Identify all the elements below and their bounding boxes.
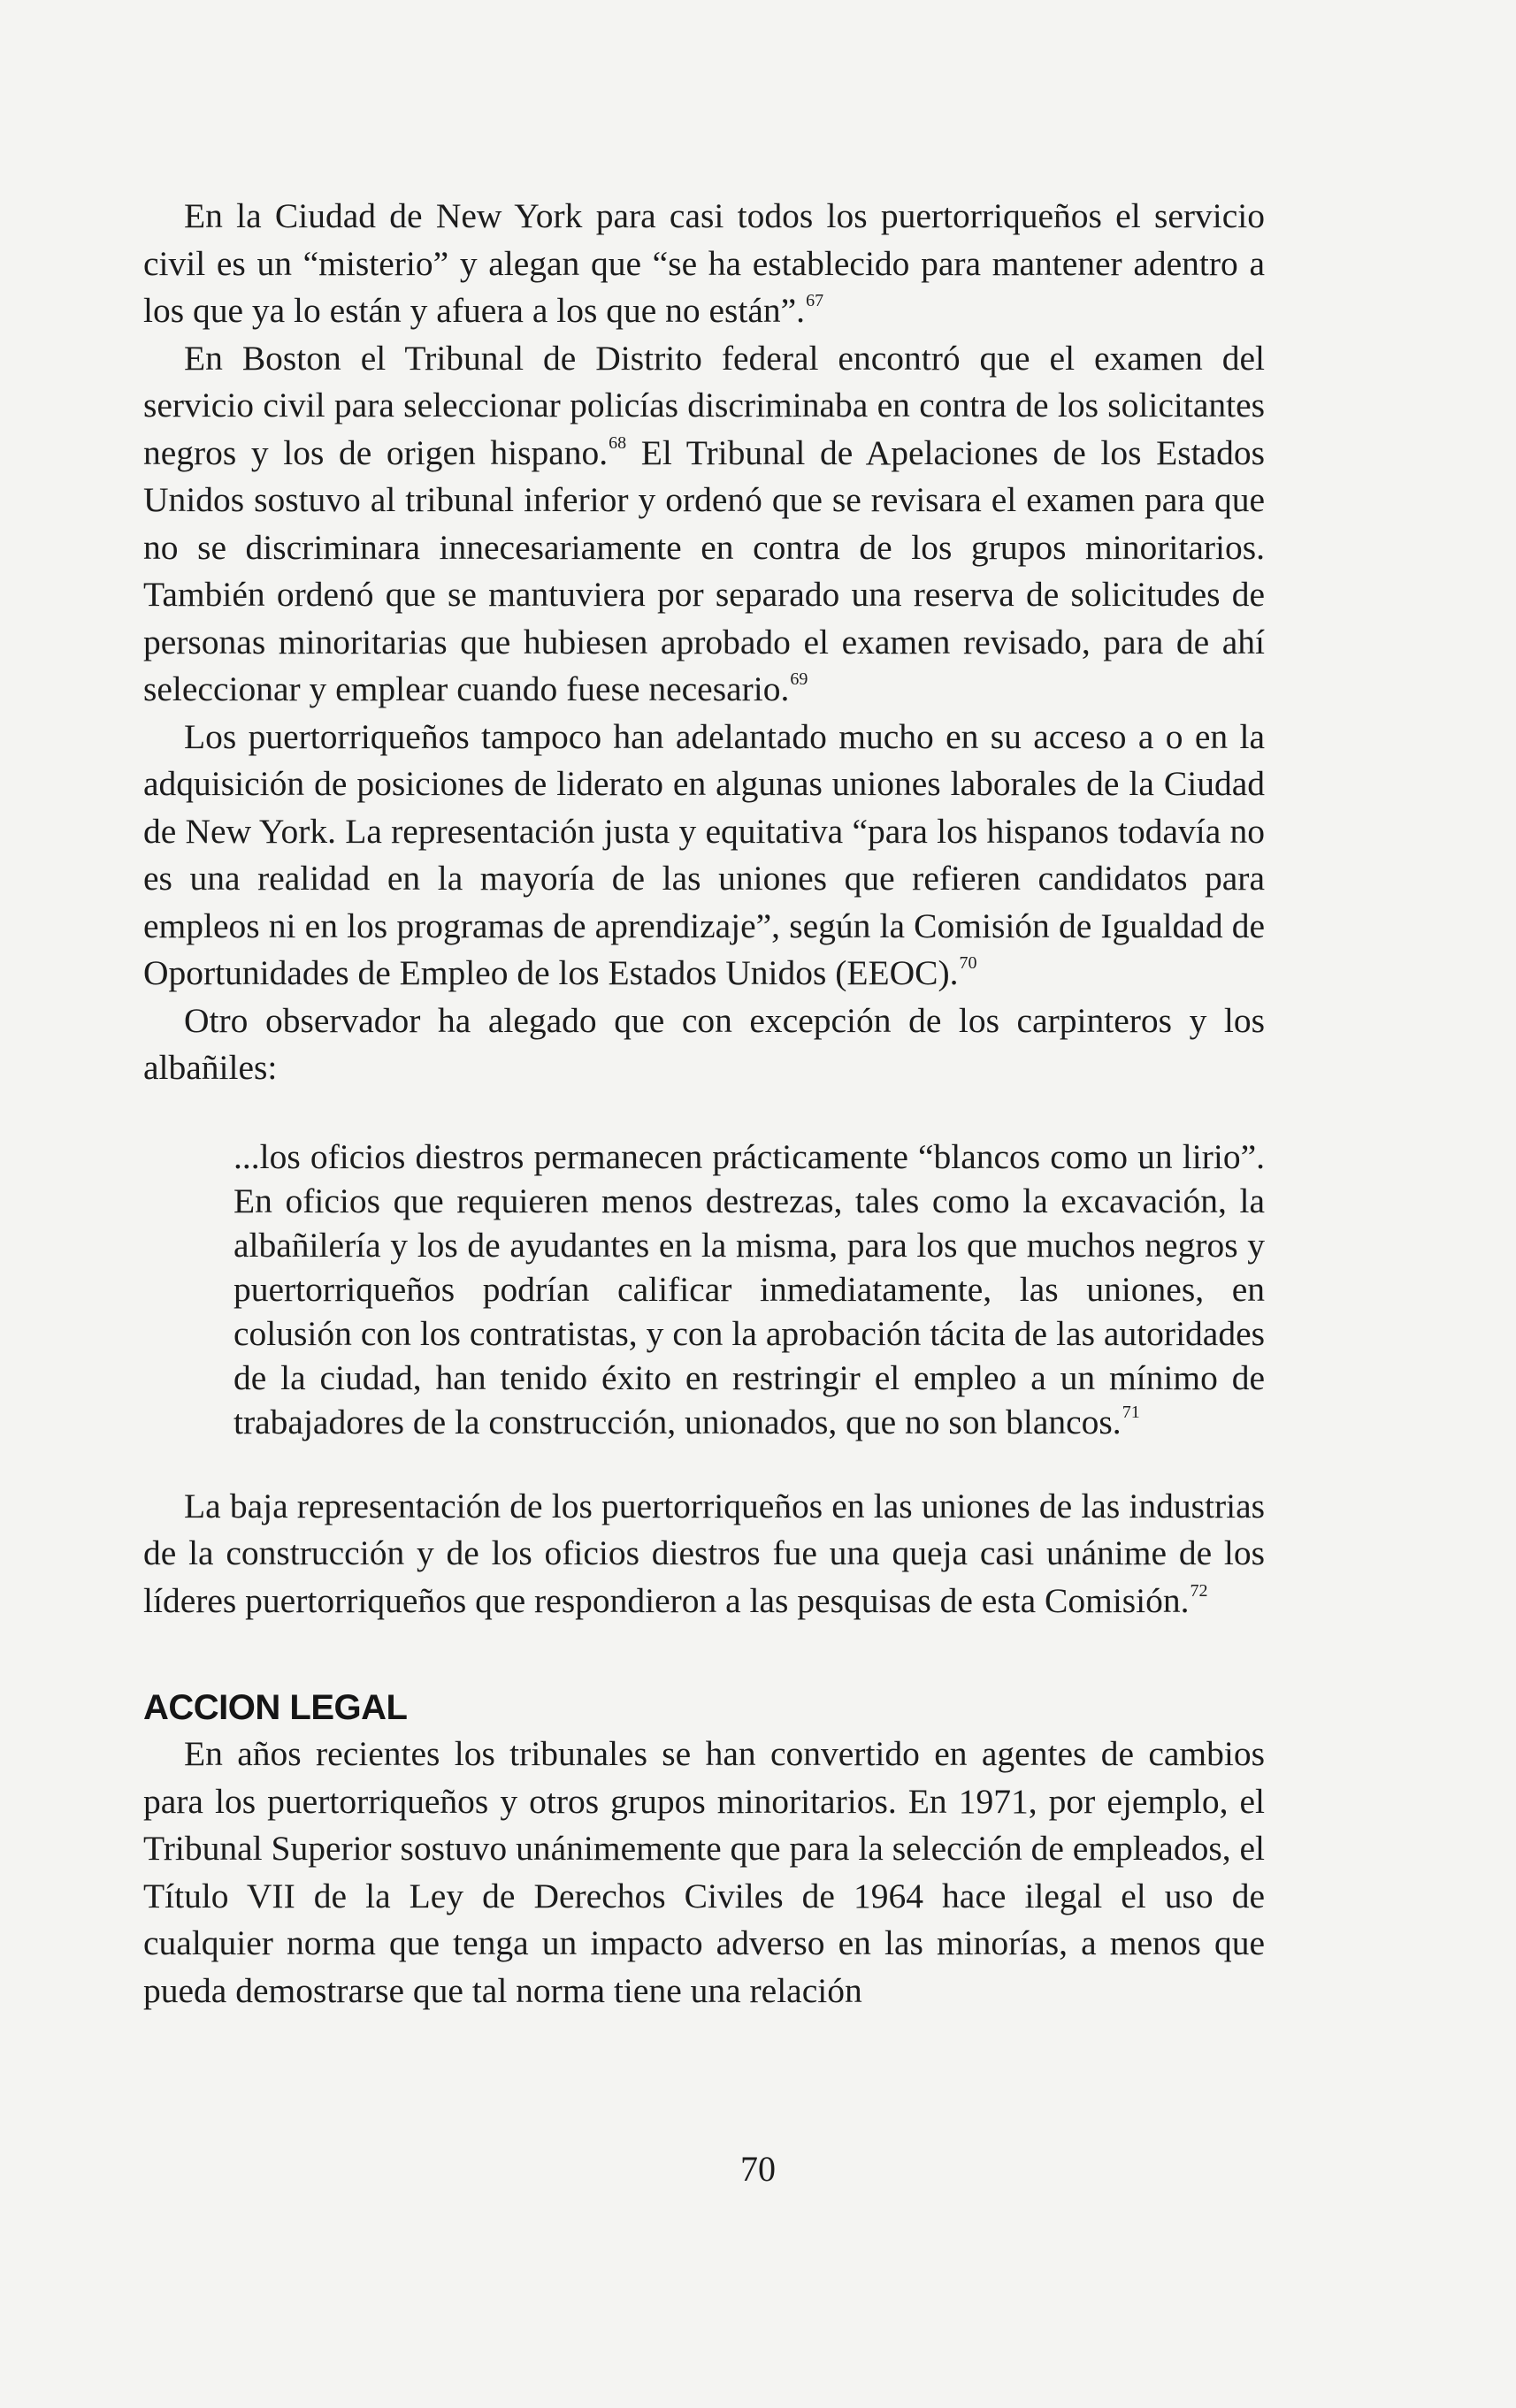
footnote-ref-70: 70 bbox=[959, 953, 977, 973]
footnote-ref-67: 67 bbox=[806, 291, 824, 310]
paragraph-uniones-laborales bbox=[143, 714, 1265, 998]
section-heading: ACCION LEGAL bbox=[143, 1688, 408, 1727]
footnote-ref-72: 72 bbox=[1190, 1580, 1208, 1601]
paragraph-text: En la Ciudad de New York para casi todos los puertorriqueños el servicio civil es un “misterio” y alegan que “se ha establecido para mantener adentro a los que ya lo están y afuera a los que no están”. bbox=[143, 196, 1265, 330]
paragraph-servicio-civil-new-york bbox=[143, 193, 1265, 335]
paragraph-baja-representacion bbox=[143, 1483, 1265, 1625]
quote-text: ...los oficios diestros permanecen prácticamente “blancos como un lirio”. En oficios que requieren menos destrezas, tales como la excavación, la albañilería y los de ayudantes en la misma, para los que muchos negros y puertorriqueños podrían calificar inmediatamente, las uniones, en colusión con los contratistas, y con la aprobación tácita de las autoridades de la ciudad, han tenido éxito en restringir el empleo a un mínimo de trabajadores de la construcción, unionados, que no son blancos. bbox=[234, 1136, 1265, 1441]
page-number: 70 bbox=[740, 2149, 776, 2189]
paragraph-text: Los puertorriqueños tampoco han adelantado mucho en su acceso a o en la adquisición de posiciones de liderato en algunas uniones laborales de la Ciudad de New York. La representación justa y equitativa “para los hispanos todavía no es una realidad en la mayoría de las uniones que refieren candidatos para empleos ni en los programas de aprendizaje”, según la Comisión de Igualdad de Oportunidades de Empleo de los Estados Unidos (EEOC). bbox=[143, 716, 1265, 992]
paragraph-text: Otro observador ha alegado que con excepción de los carpinteros y los albañiles: bbox=[143, 1000, 1265, 1087]
footnote-ref-68: 68 bbox=[609, 432, 627, 453]
paragraph-text: La baja representación de los puertorriqueños en las uniones de las industrias de la construcción y de los oficios diestros fue una queja casi unánime de los líderes puertorriqueños que respondieron a las pesquisas de esta Comisión. bbox=[143, 1486, 1265, 1620]
paragraph-boston-tribunal bbox=[143, 335, 1265, 714]
paragraph-text: En Boston el Tribunal de Distrito federal encontró que el examen del servicio civil para seleccionar policías discriminaba en contra de los solicitantes negros y los de origen hispano. bbox=[143, 338, 1265, 472]
paragraph-accion-legal bbox=[143, 1731, 1265, 2014]
footnote-ref-69: 69 bbox=[790, 669, 808, 689]
paragraph-otro-observador bbox=[143, 998, 1265, 1092]
footnote-ref-71: 71 bbox=[1122, 1402, 1140, 1422]
paragraph-text: El Tribunal de Apelaciones de los Estados Unidos sostuvo al tribunal inferior y ordenó que se revisara el examen para que no se discriminara innecesariamente en contra de los grupos minoritarios. También ordenó que se mantuviera por separado una reserva de solicitudes de personas minoritarias que hubiesen aprobado el examen revisado, para de ahí seleccionar y emplear cuando fuese necesario. bbox=[143, 432, 1265, 708]
block-quote bbox=[234, 1135, 1265, 1444]
paragraph-text: En años recientes los tribunales se han convertido en agentes de cambios para los puertorriqueños y otros grupos minoritarios. En 1971, por ejemplo, el Tribunal Superior sostuvo unánimemente que para la selección de empleados, el Título VII de la Ley de Derechos Civiles de 1964 hace ilegal el uso de cualquier norma que tenga un impacto adverso en las minorías, a menos que pueda demostrarse que tal norma tiene una relación bbox=[143, 1734, 1265, 2010]
page-body bbox=[143, 193, 1265, 2014]
